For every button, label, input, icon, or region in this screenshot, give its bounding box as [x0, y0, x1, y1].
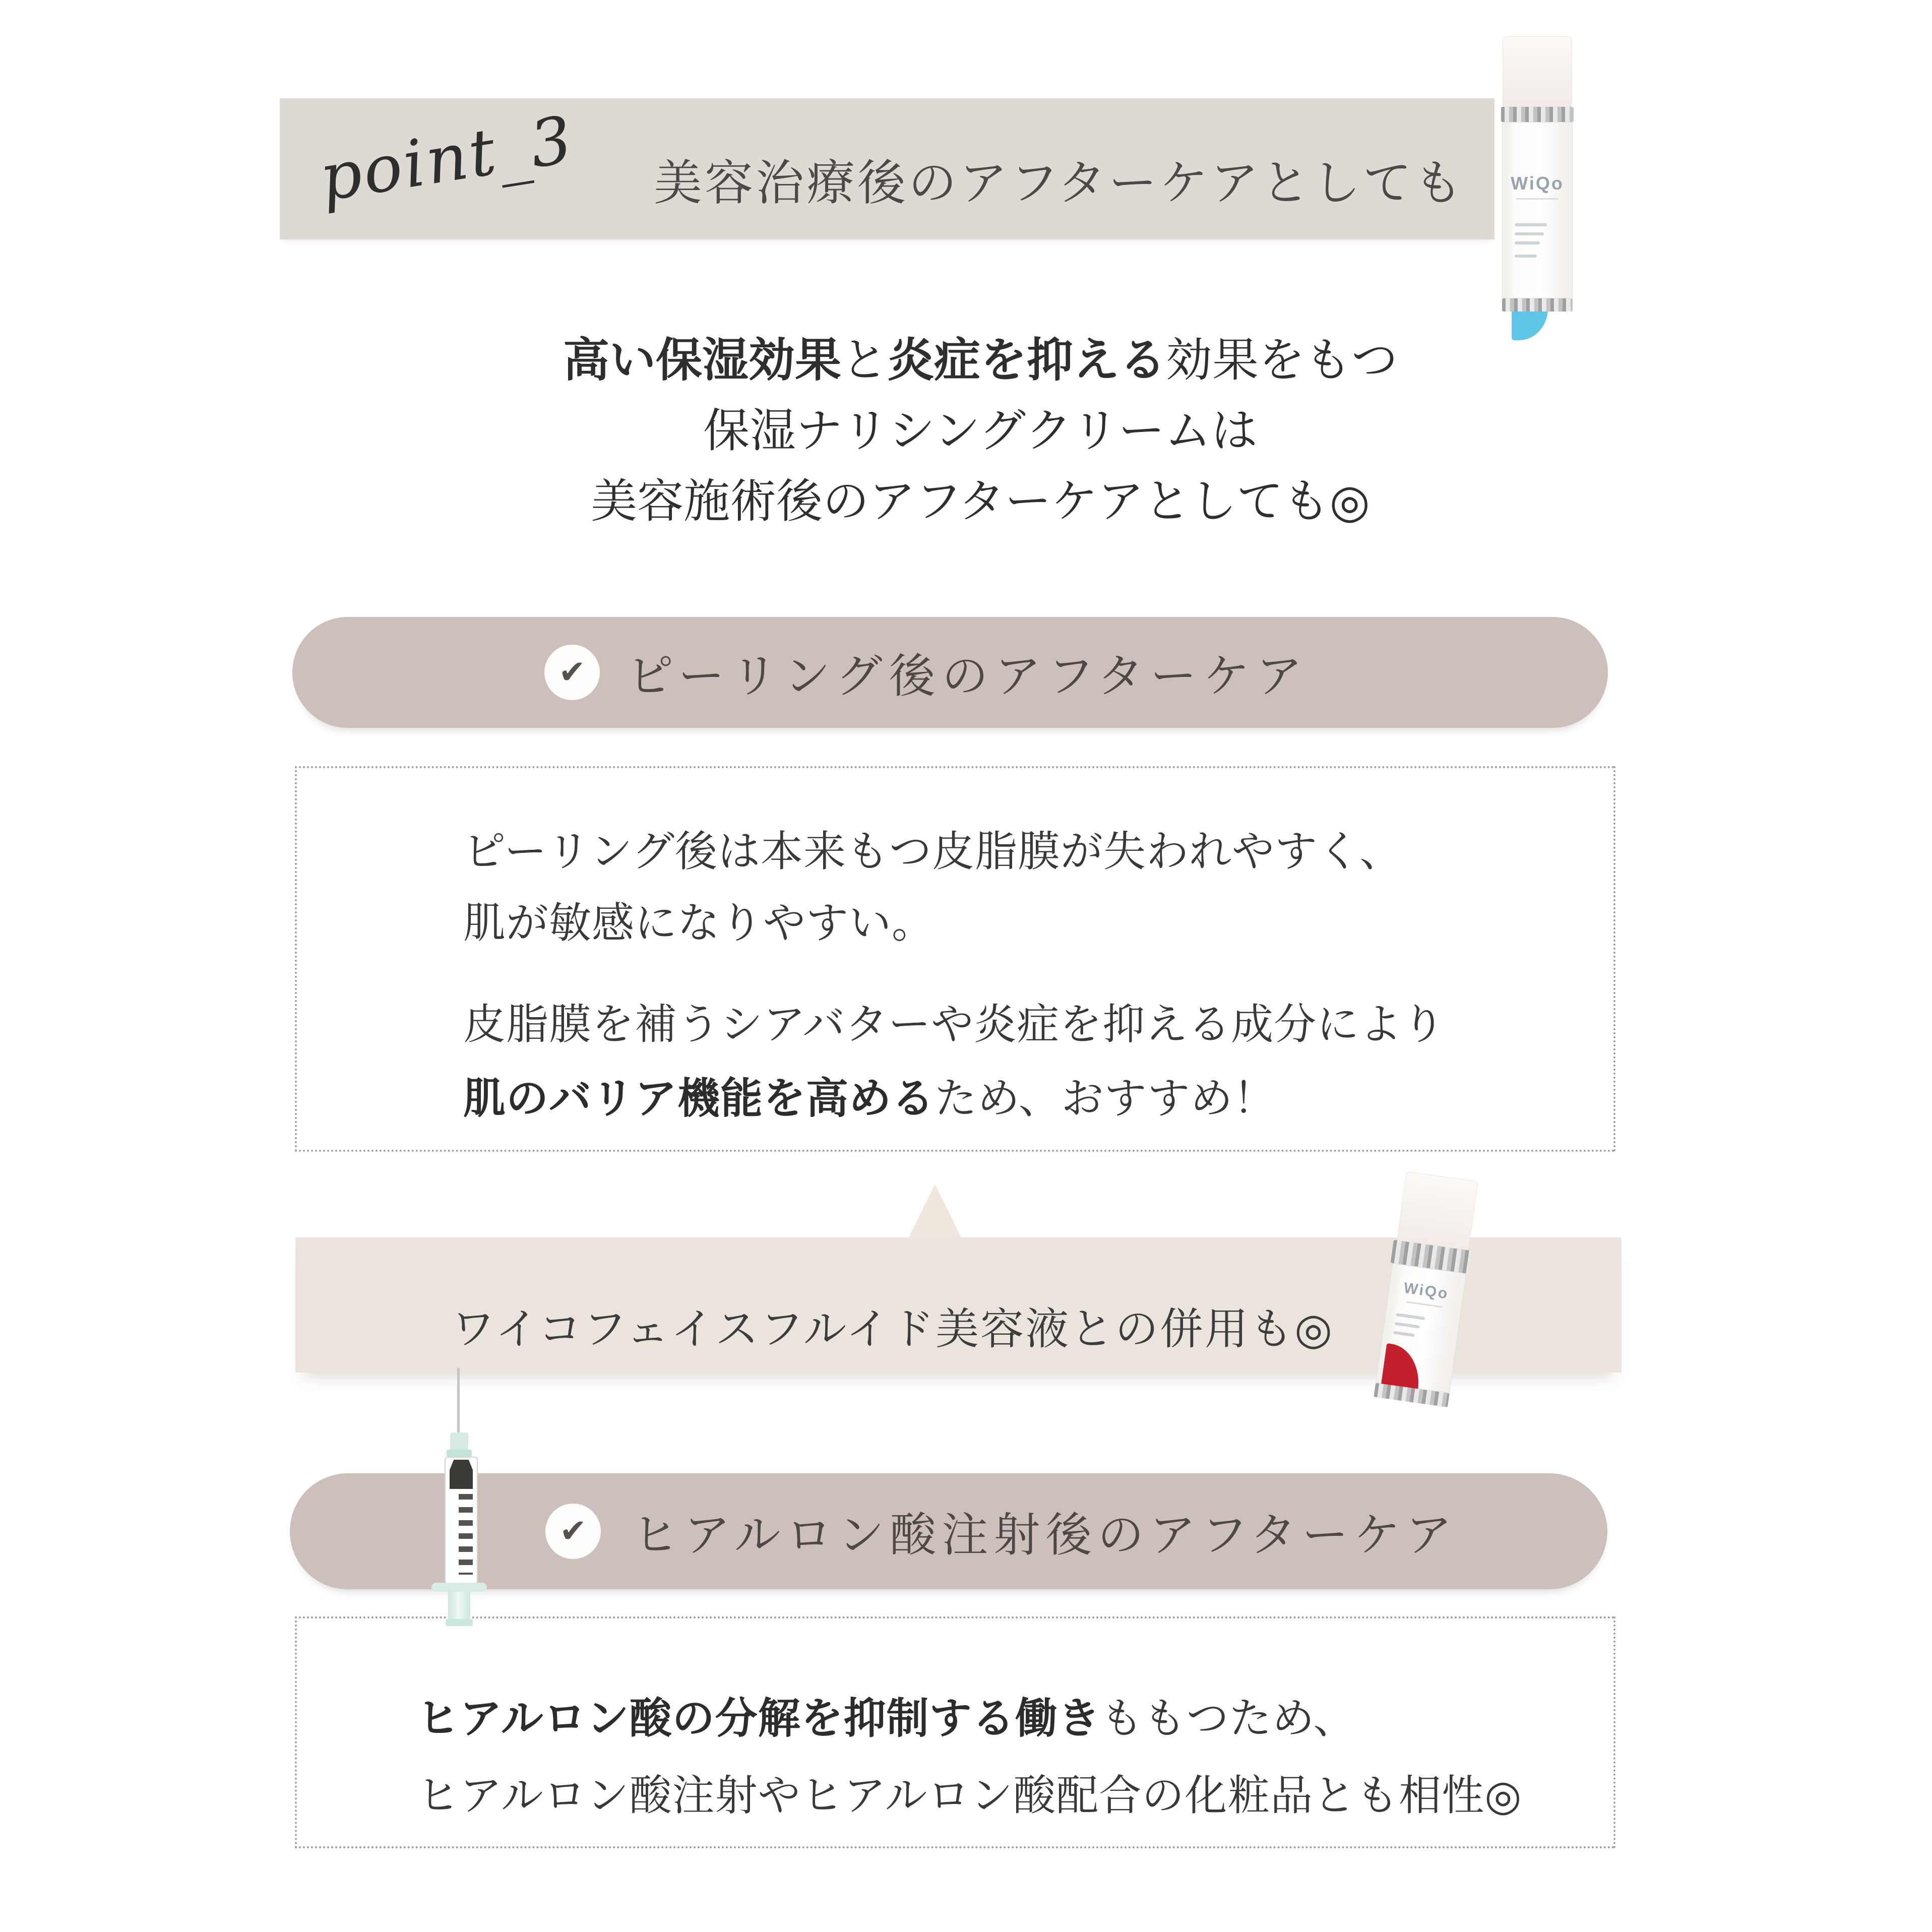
- detail-line: 肌のバリア機能を高めるため、おすすめ！: [463, 1075, 1276, 1122]
- detail-line: 皮脂膜を補うシアバターや炎症を抑える成分により: [463, 1001, 1446, 1048]
- brand-logo: WiQo: [1402, 1279, 1450, 1302]
- label-text-bar: [1396, 1313, 1425, 1320]
- callout-text: ワイコフェイスフルイド美容液との併用も◎: [452, 1305, 1334, 1353]
- intro-text: [252, 325, 1709, 537]
- detail-line: ピーリング後は本来もつ皮脂膜が失われやすく、: [463, 828, 1403, 875]
- check-badge: [544, 645, 600, 700]
- label-divider: [1406, 1301, 1443, 1308]
- bottle-cap: [1397, 1171, 1478, 1251]
- label-text-bar: [1515, 255, 1537, 258]
- syringe-plunger: [450, 1460, 473, 1489]
- label-text-bar: [1515, 232, 1544, 235]
- syringe-flange: [431, 1583, 487, 1592]
- peeling-detail-box: [295, 766, 1615, 1152]
- detail-line: ヒアルロン酸の分解を抑制する働きももつため、: [417, 1695, 1356, 1742]
- label-text-bar: [1515, 241, 1540, 244]
- label-text-bar: [1395, 1322, 1420, 1329]
- section-heading-hyaluronic: [290, 1473, 1607, 1589]
- section-heading-label: ヒアルロン酸注射後のアフターケア: [632, 1510, 1458, 1561]
- bottle-silver-ring: [1501, 107, 1574, 122]
- bottle-cap: [1503, 36, 1572, 107]
- detail-line: ヒアルロン酸注射やヒアルロン酸配合の化粧品とも相性◎: [417, 1772, 1522, 1819]
- intro-line-1: 高い保湿効果と炎症を抑える効果をもつ: [563, 335, 1398, 386]
- section-heading-label: ピーリング後のアフターケア: [627, 651, 1310, 702]
- brand-logo: WiQo: [1511, 173, 1564, 194]
- syringe-barrel: [445, 1457, 478, 1584]
- bottle-base-ring: [1502, 298, 1573, 311]
- check-icon: ✔: [559, 1513, 587, 1550]
- detail-line: 肌が敏感になりやすい。: [463, 899, 935, 947]
- syringe-plunger-stem: [448, 1592, 470, 1620]
- hyaluronic-detail-box: [295, 1616, 1615, 1848]
- syringe-collar: [447, 1450, 472, 1457]
- product-image-face-fluid: [1372, 1171, 1481, 1409]
- syringe-scale-marks: [459, 1494, 473, 1575]
- point-number-script: point_3: [315, 102, 579, 216]
- check-icon: ✔: [558, 654, 586, 691]
- bottle-body: [1376, 1263, 1466, 1393]
- syringe-icon: [431, 1368, 487, 1627]
- label-text-bar: [1515, 223, 1547, 226]
- label-divider: [1516, 198, 1559, 200]
- intro-line-2: 保湿ナリシングクリームは: [703, 405, 1258, 457]
- intro-line-3: 美容施術後のアフターケアとしても◎: [591, 476, 1370, 527]
- syringe-needle: [457, 1368, 460, 1436]
- callout-pointer-triangle: [909, 1184, 961, 1237]
- label-text-bar: [1393, 1331, 1414, 1337]
- product-image-nourishing-cream: [1501, 36, 1574, 313]
- section-heading-peeling: [292, 617, 1608, 728]
- syringe-plunger-end: [446, 1619, 473, 1626]
- page-title: 美容治療後のアフターケアとしても: [654, 156, 1465, 210]
- bottle-body: [1502, 122, 1573, 298]
- check-badge: [545, 1504, 601, 1559]
- header-bar: [280, 98, 1494, 239]
